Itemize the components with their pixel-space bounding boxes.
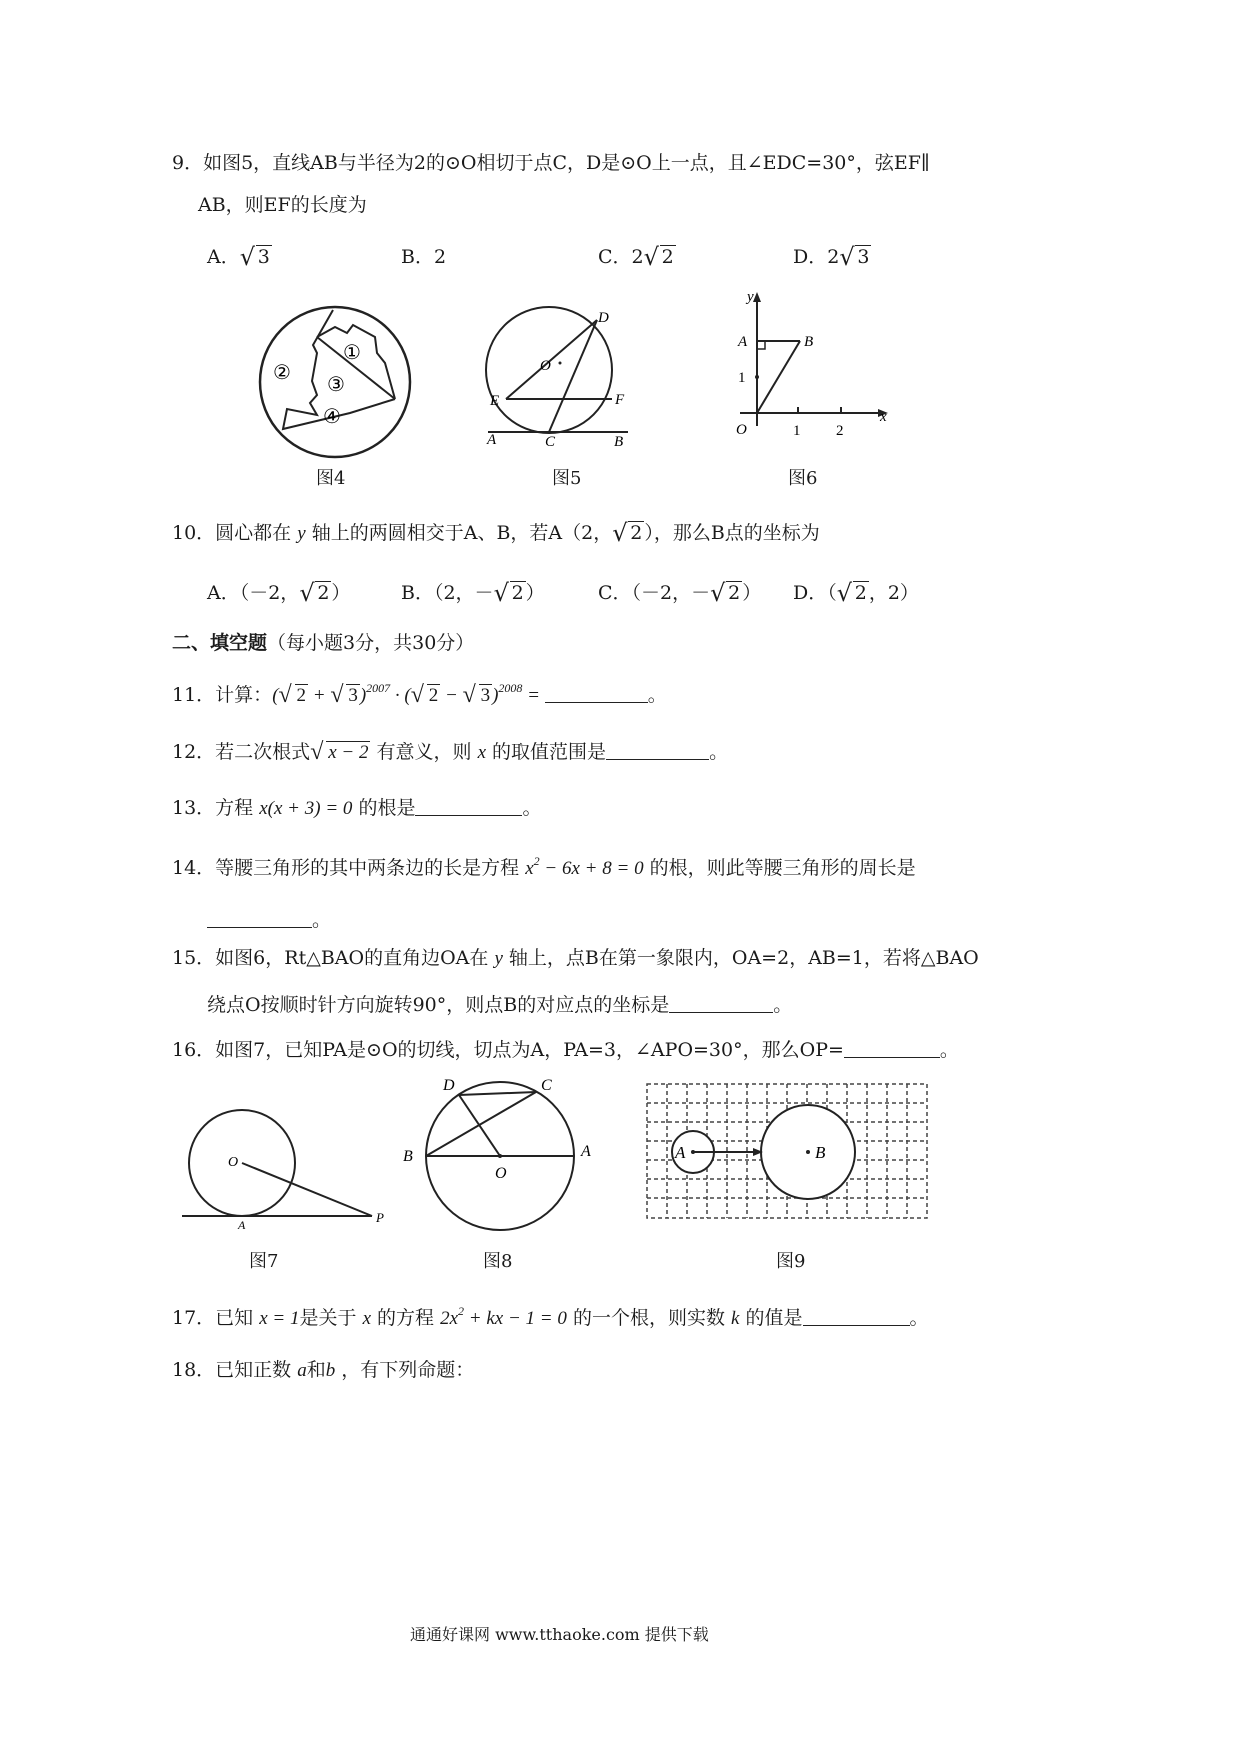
svg-text:y: y — [747, 289, 754, 305]
figure-8 — [395, 1070, 605, 1240]
q11: 11．计算：(√ 2 + √ 3 )$^{2007}$ · (√ 2 − √ 3 )$^{2008}$ = 。 — [172, 680, 667, 707]
q12: 12．若二次根式√ x − 2 有意义，则 x 的取值范围是 。 — [172, 737, 728, 764]
q15-answer-blank[interactable] — [669, 994, 773, 1013]
fig6-caption: 图6 — [788, 468, 818, 489]
svg-text:A: A — [675, 1143, 686, 1162]
svg-text:A: A — [487, 432, 497, 448]
figure-6 — [730, 288, 900, 448]
q9-option-c: C．2√ 2 — [598, 242, 676, 269]
fig4-label-1: ① — [343, 342, 361, 364]
svg-text:C: C — [545, 434, 556, 450]
svg-text:A: A — [581, 1143, 591, 1160]
q17-answer-blank[interactable] — [803, 1307, 910, 1326]
svg-text:O: O — [228, 1155, 239, 1170]
svg-text:B: B — [804, 334, 814, 350]
q12-answer-blank[interactable] — [606, 741, 709, 760]
fig5-caption: 图5 — [552, 468, 582, 489]
fig4-label-3: ③ — [327, 374, 345, 396]
q17: 17．已知 x = 1是关于 x 的方程 $2x^2$ + kx − 1 = 0 的一个根，则实数 k 的值是 。 — [172, 1304, 929, 1329]
svg-text:O: O — [540, 358, 551, 374]
q11-expression: (√ 2 + √ 3 )$^{2007}$ · (√ 2 − √ 3 )$^{2008}$ = — [272, 685, 545, 706]
figure-5 — [482, 308, 632, 458]
q11-answer-blank[interactable] — [545, 684, 648, 703]
q15-line2: 绕点O按顺时针方向旋转90°，则点B的对应点的坐标是 。 — [207, 994, 793, 1016]
q10-option-a: A．（－2，√ 2 ） — [207, 578, 350, 605]
svg-text:O: O — [736, 422, 747, 438]
q9-line2: AB，则EF的长度为 — [198, 194, 367, 216]
q13-answer-blank[interactable] — [415, 797, 522, 816]
svg-text:B: B — [403, 1148, 413, 1165]
svg-text:F: F — [615, 392, 625, 408]
q10-option-c: C．（－2，－√ 2 ） — [598, 578, 761, 605]
svg-text:D: D — [598, 310, 609, 326]
q16: 16．如图7，已知PA是⊙O的切线，切点为A，PA=3，∠APO=30°，那么OP= 。 — [172, 1039, 959, 1061]
q9-option-b: B．2 — [401, 246, 447, 268]
svg-text:x: x — [880, 409, 887, 425]
svg-text:E: E — [490, 393, 500, 409]
svg-text:A: A — [238, 1218, 246, 1232]
q10-stem: 10．圆心都在 y 轴上的两圆相交于A、B，若A（2，√ 2 ），那么B点的坐标为 — [172, 518, 820, 545]
q9-option-a: A．√ 3 — [207, 242, 272, 269]
svg-text:B: B — [815, 1143, 826, 1162]
q9-option-d: D．2√ 3 — [793, 242, 871, 269]
figure-4 — [255, 305, 415, 465]
q15-line1: 15．如图6，Rt△BAO的直角边OA在 y 轴上，点B在第一象限内，OA=2，AB=1，若将△BAO — [172, 947, 979, 969]
figure-7 — [180, 1110, 390, 1230]
q16-answer-blank[interactable] — [844, 1039, 940, 1058]
svg-text:D: D — [443, 1077, 455, 1094]
q14-line2: 。 — [207, 905, 331, 932]
svg-text:1: 1 — [793, 423, 801, 439]
q10-option-d: D．（√ 2 ，2） — [793, 578, 919, 605]
fig7-caption: 图7 — [249, 1251, 279, 1272]
figure-9 — [645, 1082, 930, 1222]
svg-text:C: C — [541, 1077, 552, 1094]
section-2-heading: 二、填空题（每小题3分，共30分） — [172, 632, 475, 654]
fig4-label-2: ② — [273, 362, 291, 384]
q9-line1: 9．如图5，直线AB与半径为2的⊙O相切于点C，D是⊙O上一点，且∠EDC=30°，弦EF∥ — [172, 152, 930, 174]
fig4-caption: 图4 — [316, 468, 346, 489]
fig9-caption: 图9 — [776, 1251, 806, 1272]
svg-text:A: A — [738, 334, 748, 350]
q14: 14．等腰三角形的其中两条边的长是方程 $x^2 - 6x + 8 = 0$ 的根，则此等腰三角形的周长是 — [172, 854, 916, 879]
fig8-caption: 图8 — [483, 1251, 513, 1272]
page-footer: 通通好课网 www.tthaoke.com 提供下载 — [410, 1625, 709, 1644]
q13: 13．方程 x(x + 3) = 0 的根是 。 — [172, 797, 542, 819]
svg-text:1: 1 — [738, 370, 746, 386]
svg-text:O: O — [495, 1165, 507, 1182]
svg-text:2: 2 — [836, 423, 844, 439]
q18: 18．已知正数 a和b ，有下列命题： — [172, 1359, 475, 1381]
fig4-label-4: ④ — [323, 406, 341, 428]
svg-text:B: B — [614, 434, 624, 450]
q14-answer-blank[interactable] — [207, 909, 312, 928]
svg-text:P: P — [376, 1210, 384, 1225]
q10-option-b: B．（2，－√ 2 ） — [401, 578, 545, 605]
